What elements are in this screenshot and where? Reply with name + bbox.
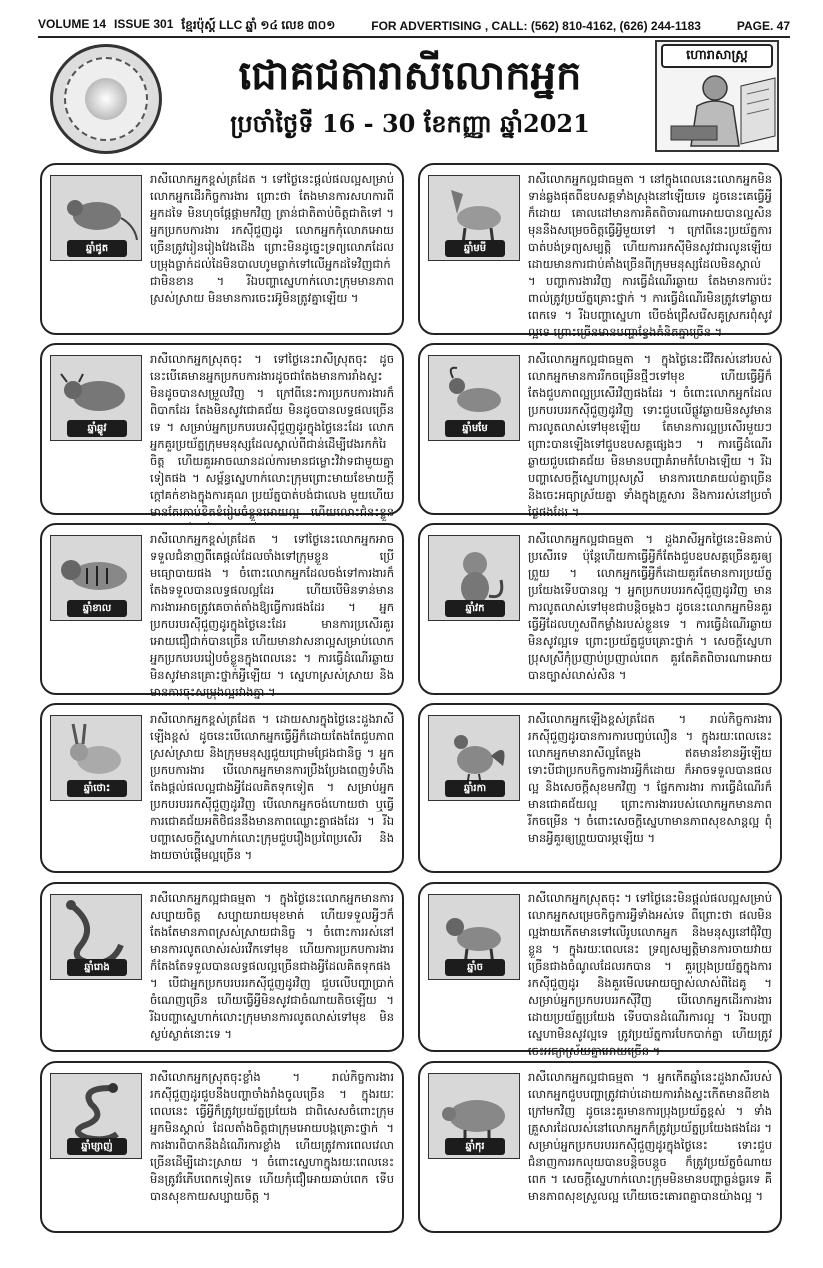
zodiac-portrait — [50, 715, 142, 801]
zodiac-year-label: ឆ្នាំថោះ — [67, 780, 127, 797]
zodiac-year-label: ឆ្នាំមមែ — [445, 420, 505, 437]
zodiac-portrait — [50, 894, 142, 980]
horoscope-card — [418, 1061, 782, 1233]
horoscope-text: រាសីលោកអ្នកខ្ពស់ត្រដែត ។ ទៅថ្ងៃនេះផ្ដល់ផលល្អសម្រាប់លោកអ្នកដើរកិច្ចការងារ ព្រោះថា តែងមានការសហការពីអ្នកដទៃ មិនហុចផ្ដែផ្ដាមកវិញ ត្រាន់ជាតិតាប់ចិត្តជាតិទៅ ។ អ្នកប្រកបការងារ រកស៊ីជួញដូរ លោកអ្នកកុំលោភអោយច្រើនត្រូវរៀនរៀងវែងដើង ព្រោះមិនដូច្នេះទ្រព្យលោភដែលបម្រុងធ្លាក់ដល់ដៃមិនបាលហូមធ្លាក់ទៅលើអ្នកដទៃវិញជាក់ជាមិនខាន ។ រីឯបញ្ហាស្នេហាក់លោះក្រុមមានភាពស្រស់ស្រាយ មិនមានការចេះរអ៊ូមិនត្រូវគ្នាឡើយ ។ — [150, 172, 394, 305]
zodiac-year-label: ឆ្នាំច — [445, 959, 505, 976]
zodiac-year-label: ឆ្នាំម្សាញ់ — [67, 1138, 127, 1155]
zodiac-portrait — [428, 894, 520, 980]
zodiac-portrait — [50, 355, 142, 441]
astrologer-illustration-icon — [657, 66, 781, 154]
advertising-label: FOR ADVERTISING , CALL: (562) 810-4162, (626) 244-1183 — [371, 19, 701, 33]
page-subtitle: ប្រចាំថ្ងៃទី 16 - 30 ខែកញ្ញា ឆ្នាំ2021 — [230, 109, 590, 138]
horoscope-card — [40, 1061, 404, 1233]
page-title: ជោគជតារាសីលោកអ្នក — [238, 52, 582, 99]
zodiac-portrait — [50, 535, 142, 621]
zodiac-portrait — [428, 1073, 520, 1159]
horoscope-text: រាសីលោកអ្នកឡើងខ្ពស់ត្រដែត ។ រាល់កិច្ចការងាររកស៊ីជួញដូរបានការការបញ្ចប់លឿន ។ ក្នុងរយៈពេលនេះ លោកអ្នកមានរាសីល្អតែម្ដង ឥតមានរំខានអ្វីឡើយ ទោះបីជាប្រកបកិច្ចការងារអ្វីក៏ដោយ ក៏អាចទទួលបានផលល្អ និងសេចក្ដីសុខមកវិញ ។ ផ្នែកការងារ ការធ្វើដំណើរក៏មានជោគជ័យល្អ ព្រោះការងាររបស់លោកអ្នកមានភាពរីកចម្រើន ។ ចំពោះសេចក្ដីស្នេហាមានភាពសុខសាន្តល្អ ពុំមានអ្វីគួរឲ្យព្រួយបារម្ភឡើយ ។ — [528, 712, 772, 845]
horoscope-card — [418, 523, 782, 695]
zodiac-year-label: ឆ្នាំរកា — [445, 780, 505, 797]
horoscope-card — [40, 523, 404, 699]
horoscope-text: រាសីលោកអ្នកខ្ពស់ត្រដែត ។ ដោយសារក្នុងថ្ងៃនេះដួងរាសីឡើងខ្ពស់ ដូចនេះបើលោកអ្នកធ្វើអ្វីក៏ដោយតែងតែជួបភាពស្រស់ស្រាយ និងក្រុមមនុស្សជួយជ្រោមជ្រែងជានិច្ច ។ អ្នកប្រកបការងារ បើលោកអ្នកមានការប្រឹងប្រែងពេញទំហឹងតែងផ្ដល់ផលល្អជាងអ្វីដែលគិតទុកទៀត ។ សម្រាប់អ្នកប្រកបរបររកស៊ីជួញដូរវិញ បើលោកអ្នកចង់ហោយថា ឬធ្វើការជោគជ័យអតិថិជននឹងមានភាពឈ្លោះគ្នាផងដែរ ។ រីឯបញ្ហាសេចក្ដីស្នេហាក់លោះក្រុមជួបរឿងប្រពៃប្រសើរ និងងាយចាប់ផ្ដើមល្អច្រើន ។ — [150, 712, 394, 862]
horoscope-card — [418, 882, 782, 1058]
horoscope-card — [40, 703, 404, 873]
astrology-label: ហោរាសាស្ត្រ — [661, 44, 773, 68]
issue-info — [38, 17, 335, 35]
horoscope-card — [40, 343, 404, 519]
zodiac-wheel-icon — [50, 44, 162, 154]
page-number: PAGE. 47 — [736, 19, 790, 33]
horoscope-text: រាសីលោកអ្នកខ្ពស់ត្រដែត ។ ទៅថ្ងៃនេះលោកអ្នកអាចទទួលជំនាញពីគេផ្ដល់ដែលចាំងទៅក្រុមខ្លួន ប្រើមធ្យោបាយផង ។ ចំពោះលោកអ្នកដែលចង់ទៅការងារក៏តែងទទួលបានលទ្ធផលល្អដែរ ហើយបើមិនទាន់មានការងារអាចត្រូវគេចាត់តាំងឱ្យធ្វើការផងដែរ ។ អ្នកប្រកបរបរស៊ីជួញដូរក្នុងថ្ងៃនេះដែរ មានការប្រសើរគួរអោយជឿជាក់បានច្រើន ហើយមានវាសនាល្អសម្រាប់លោកអ្នកប្រកបរបររៀបចំខ្លួនក្នុងពេលនេះ ។ ការធ្វើដំណើរឆ្ងាយមិនសូវមានគ្រោះថ្នាក់អ្វីឡើយ ។ ស្នេហាស្រស់ស្រាយ និងមានការចុះសម្រុងល្អរវាងគ្នា ។ — [150, 532, 394, 699]
horoscope-text: រាសីលោកអ្នកល្អជាធម្មតា ។ អ្នកកើតឆ្នាំនេះដួងរាសីរបស់លោកអ្នកជួបបញ្ហាត្រូវជាប់ដោយការរាំងស្ទះកើតមានពីខាងក្រៅមកវិញ ដូចនេះគួរមានការប្រុងប្រយ័ត្នខ្ពស់ ។ ទាំងគ្រួសារដែលរស់នៅលោកអ្នកក៏ត្រូវប្រយ័ត្នប្រយែងផងដែរ ។ សម្រាប់អ្នកប្រកបរបររកស៊ីជួញដូរក្នុងថ្ងៃនេះ ទោះជួបជំនាញការរកលុយបានបន្តិចបន្តួច ក៏ត្រូវប្រយ័ត្នចំណាយពេក ។ សេចក្ដីស្នេហាក់លោះក្រុមមិនមានបញ្ហាធ្ងន់ធ្ងរទេ គឺមានភាពសុខស្រួលល្អ ហើយចេះគោរពគ្នាបានយ៉ាងល្អ ។ — [528, 1070, 772, 1203]
zodiac-year-label: ឆ្នាំវក — [445, 600, 505, 617]
horoscope-text: រាសីលោកអ្នកល្អជាធម្មតា ។ ក្នុងថ្ងៃនេះលោកអ្នកមានការសប្បាយចិត្ត សប្បាយរាយមុខមាត់ ហើយទទួលអ្វីៗក៏តែងតែមានភាពស្រស់ស្រាយជានិច្ច ។ ចំពោះការរស់នៅមានការលូតលាស់រស់រវើកទៅមុខ ហើយការប្រកបការងារក៏តែងតែទទួលបានលទ្ធផលល្អច្រើនជាងអ្វីដែលគិតទុកផង ។ បើជាអ្នកប្រកបរបររកស៊ីជួញដូរវិញ ជួបលើបញ្ហាប្រាក់ចំណេញច្រើន ហើយធ្វើអ្វីមិនសូវជាចំណាយតិចឡើយ ។ រីឯបញ្ហាស្នេហាក់លោះក្រុមមានការលូតលាស់ទៅមុខ មិនស្ងប់ស្ងាត់នោះទេ ។ — [150, 891, 394, 1041]
horoscope-text: រាសីលោកអ្នកស្រុតចុះ ។ ទៅថ្ងៃនេះមិនផ្ដល់ផលល្អសម្រាប់លោកអ្នកសម្រេចកិច្ចការអ្វីទាំងអស់ទេ ពីព្រោះថា ផលមិនល្អងាយកើតមានទៅលើរូបលោកអ្នក និងមនុស្សនៅជុំវិញខ្លួន ។ ក្នុងរយៈពេលនេះ ទ្រព្យសម្បត្តិមានការចាយវាយច្រើនជាងចំណូលដែលរកបាន ។ គួរប្រុងប្រយ័ត្នក្នុងការរកស៊ីជួញដូរ និងគួរមើលអោយច្បាស់លាស់ពីដៃគូ ។ សម្រាប់អ្នកប្រកបរបររកស៊ីវិញ បើលោកអ្នកដើរការងារដោយប្រយ័ត្នប្រយែង ទើបបានដំណើរការល្អ ។ រីឯបញ្ហាស្នេហាមិនសូវល្អទេ ត្រូវប្រយ័ត្នការបែកបាក់គ្នា ហើយត្រូវចេះអធ្យាស្រ័យគ្នាអោយច្រើន ។ — [528, 891, 772, 1058]
zodiac-portrait — [428, 355, 520, 441]
zodiac-year-label: ឆ្នាំរោង — [67, 959, 127, 976]
title-block — [170, 50, 650, 142]
volume-label: VOLUME 14 — [38, 17, 107, 31]
masthead-label: ខ្មែរប៉ុស្ត៍ LLC ឆ្នាំ ១៤ លេខ ៣០១ — [181, 18, 336, 32]
astrology-badge — [655, 40, 779, 152]
horoscope-card — [40, 163, 404, 335]
zodiac-year-label: ឆ្នាំកុរ — [445, 1138, 505, 1155]
zodiac-year-label: ឆ្នាំខាល — [67, 600, 127, 617]
zodiac-portrait — [428, 535, 520, 621]
zodiac-year-label: ឆ្នាំជូត — [67, 240, 127, 257]
zodiac-year-label: ឆ្នាំឆ្លូវ — [67, 420, 127, 437]
horoscope-card — [40, 882, 404, 1052]
horoscope-text: រាសីលោកអ្នកស្រុតចុះ ។ ទៅថ្ងៃនេះរាសីស្រុតចុះ ដូចនេះបើគេមានអ្នកប្រកបការងារដូចជាតែងមានការរាំងស្ទះ មិនដូចបានសម្រួលវិញ ។ ក្រៅពីនេះការប្រកបការងារក៏ពិបាកដែរ តែងមិនសូវជោគជ័យ មិនដូចបានលទ្ធផលច្រើនទេ ។ សម្រាប់អ្នកប្រកបរបរស៊ីជួញដូរក្នុងថ្ងៃនេះដែរ លោកអ្នកគួរប្រយ័ត្នក្រុមមនុស្សដែលស្គាល់ពីជាន់ដើម្បីវេងរកកំរៃចិត្ត ហើយគួរអាចឈានដល់ការមានជម្លោះវិវាទជាមួយគ្នាទៀតផង ។ សម្ព័ន្ធស្នេហាក់លោះក្រុមព្រោះមាយខែមាយក្ដីក្ដៅគក់ខាងក្នុងការគុណ ប្រយ័ត្នបាត់បង់ជាលេង មួយហើយមានតែរកាប់ខិតខំរៀបចំខ្លួនអោយល្អ ហើយលោះជំនះខ្លួន — [150, 352, 394, 519]
horoscope-text: រាសីលោកអ្នកល្អជាធម្មតា ។ នៅក្នុងពេលនេះលោកអ្នកមិនទាន់ឆ្លងផុតពីឧបសគ្គទាំងស្រុងនៅឡើយទេ ដូចនេះគេធ្វើអ្វីក៏ដោយ គោលដៅមានការគិតពិចារណាអោយបានល្អសិនមុននឹងសម្រេចចិត្តធ្វើអ្វីមួយទៅ ។ ក្រៅពីនេះប្រយ័ត្នការបាត់បង់ទ្រព្យសម្បត្តិ ហើយការរកស៊ីមិនសូវជារលូនឡើយ ដោយមានការជាប់គាំងច្រើនពីក្រុមមនុស្សដែលមិនស្គាល់ ។ បញ្ហាការងារវិញ ការធ្វើដំណើរឆ្ងាយ តែងមានការប៉ះពាល់ត្រូវប្រយ័ត្នគ្រោះថ្នាក់ ។ ការធ្វើដំណើរមិនត្រូវទៅឆ្ងាយពេកទេ ។ រីឯបញ្ហាស្នេហា បើចង់ជ្រើសរើសគូស្រករពុំសូវល្អទេ ព្រោះច្រើនមានបញ្ហាខ្វែងគំនិតគ្នាច្រើន ។ — [528, 172, 772, 339]
horoscope-card — [418, 163, 782, 339]
zodiac-portrait — [50, 1073, 142, 1159]
horoscope-card — [418, 343, 782, 519]
horoscope-text: រាសីលោកអ្នកល្អជាធម្មតា ។ ដួងរាសីអ្នកថ្ងៃនេះមិនគាប់ប្រសើរទេ ប៉ុន្តែហើយកាធ្វើអ្វីក៏តែងជួបឧបសគ្គច្រើនគួរឲ្យព្រួយ ។ លោកអ្នកធ្វើអ្វីក៏ដោយគួរតែមានការប្រយ័ត្នប្រយែងទើបបានល្អ ។ អ្នកប្រកបរបររកស៊ីជួញដូរវិញ មានការលូតលាស់ទៅមុខជាបន្តិចម្ដងៗ ដូចនេះលោកអ្នកមិនគួរធ្វើអ្វីដែលហួសពីកម្លាំងរបស់ខ្លួនទេ ។ ការធ្វើដំណើរឆ្ងាយមិនសូវល្អទេ ព្រោះប្រយ័ត្នជួបគ្រោះថ្នាក់ ។ សេចក្ដីស្នេហាប្រុសស្រីកុំប្រញាប់ប្រញាល់ពេក គួរតែគិតពិចារណាអោយបានច្បាស់លាស់សិន ។ — [528, 532, 772, 682]
issue-label: ISSUE 301 — [114, 17, 174, 31]
zodiac-portrait — [50, 175, 142, 261]
zodiac-portrait — [428, 715, 520, 801]
horoscope-text: រាសីលោកអ្នកល្អជាធម្មតា ។ ក្នុងថ្ងៃនេះជីវិតរស់នៅរបស់លោកអ្នកមានការរីកចម្រើនថ្មីៗទៅមុខ ហើយធ្វើអ្វីក៏តែងជួបភាពល្អប្រសើរវិញផងដែរ ។ ចំពោះលោកអ្នកដែលប្រកបរបររកស៊ីជួញដូរវិញ ទោះជួបលើផ្លូវឆ្ងាយមិនសូវមានការលូតលាស់ទៅមុខឡើយ តែមានការល្អប្រសើរមួយៗ ព្រោះបានឡើងទៅជួបឧបសគ្គផ្សេងៗ ។ ការធ្វើដំណើរឆ្ងាយជួបជោគជ័យ មិនមានបញ្ហាគំរាមកំហែងឡើយ ។ រីឯបញ្ហាសេចក្ដីស្នេហាប្រុសស្រី មានការយោគយល់គ្នាច្រើន និងចេះអធ្យាស្រ័យគ្នា ទាំងក្នុងគ្រួសារ និងការរស់នៅប្រចាំថ្ងៃផងដែរ ។ — [528, 352, 772, 519]
zodiac-year-label: ឆ្នាំមមី — [445, 240, 505, 257]
zodiac-portrait — [428, 175, 520, 261]
horoscope-text: រាសីលោកអ្នកស្រុតចុះខ្លាំង ។ រាល់កិច្ចការងាររកស៊ីជួញដូរជួបនឹងបញ្ហាចាំងរាំងចូលច្រើន ។ ក្នុងរយៈពេលនេះ ធ្វើអ្វីក៏ត្រូវប្រយ័ត្នប្រយែង ជាពិសេសចំពោះក្រុមអ្នកមិនស្គាល់ ដែលតាំងចិត្តជាក្រុមអោយបង្កគ្រោះថ្នាក់ ។ ការងារពិបាកនឹងដំណើរការខ្លាំង ហើយត្រូវការពេលវេលាច្រើនដើម្បីដោះស្រាយ ។ ចំពោះស្នេហាក្នុងរយៈពេលនេះមិនត្រូវរំភើបពេកទៀតទេ ហើយកុំជឿអោយឆាប់ពេក ទើបបានសុខកាយសប្បាយចិត្ត ។ — [150, 1070, 394, 1203]
horoscope-card — [418, 703, 782, 873]
page-header — [38, 16, 790, 38]
